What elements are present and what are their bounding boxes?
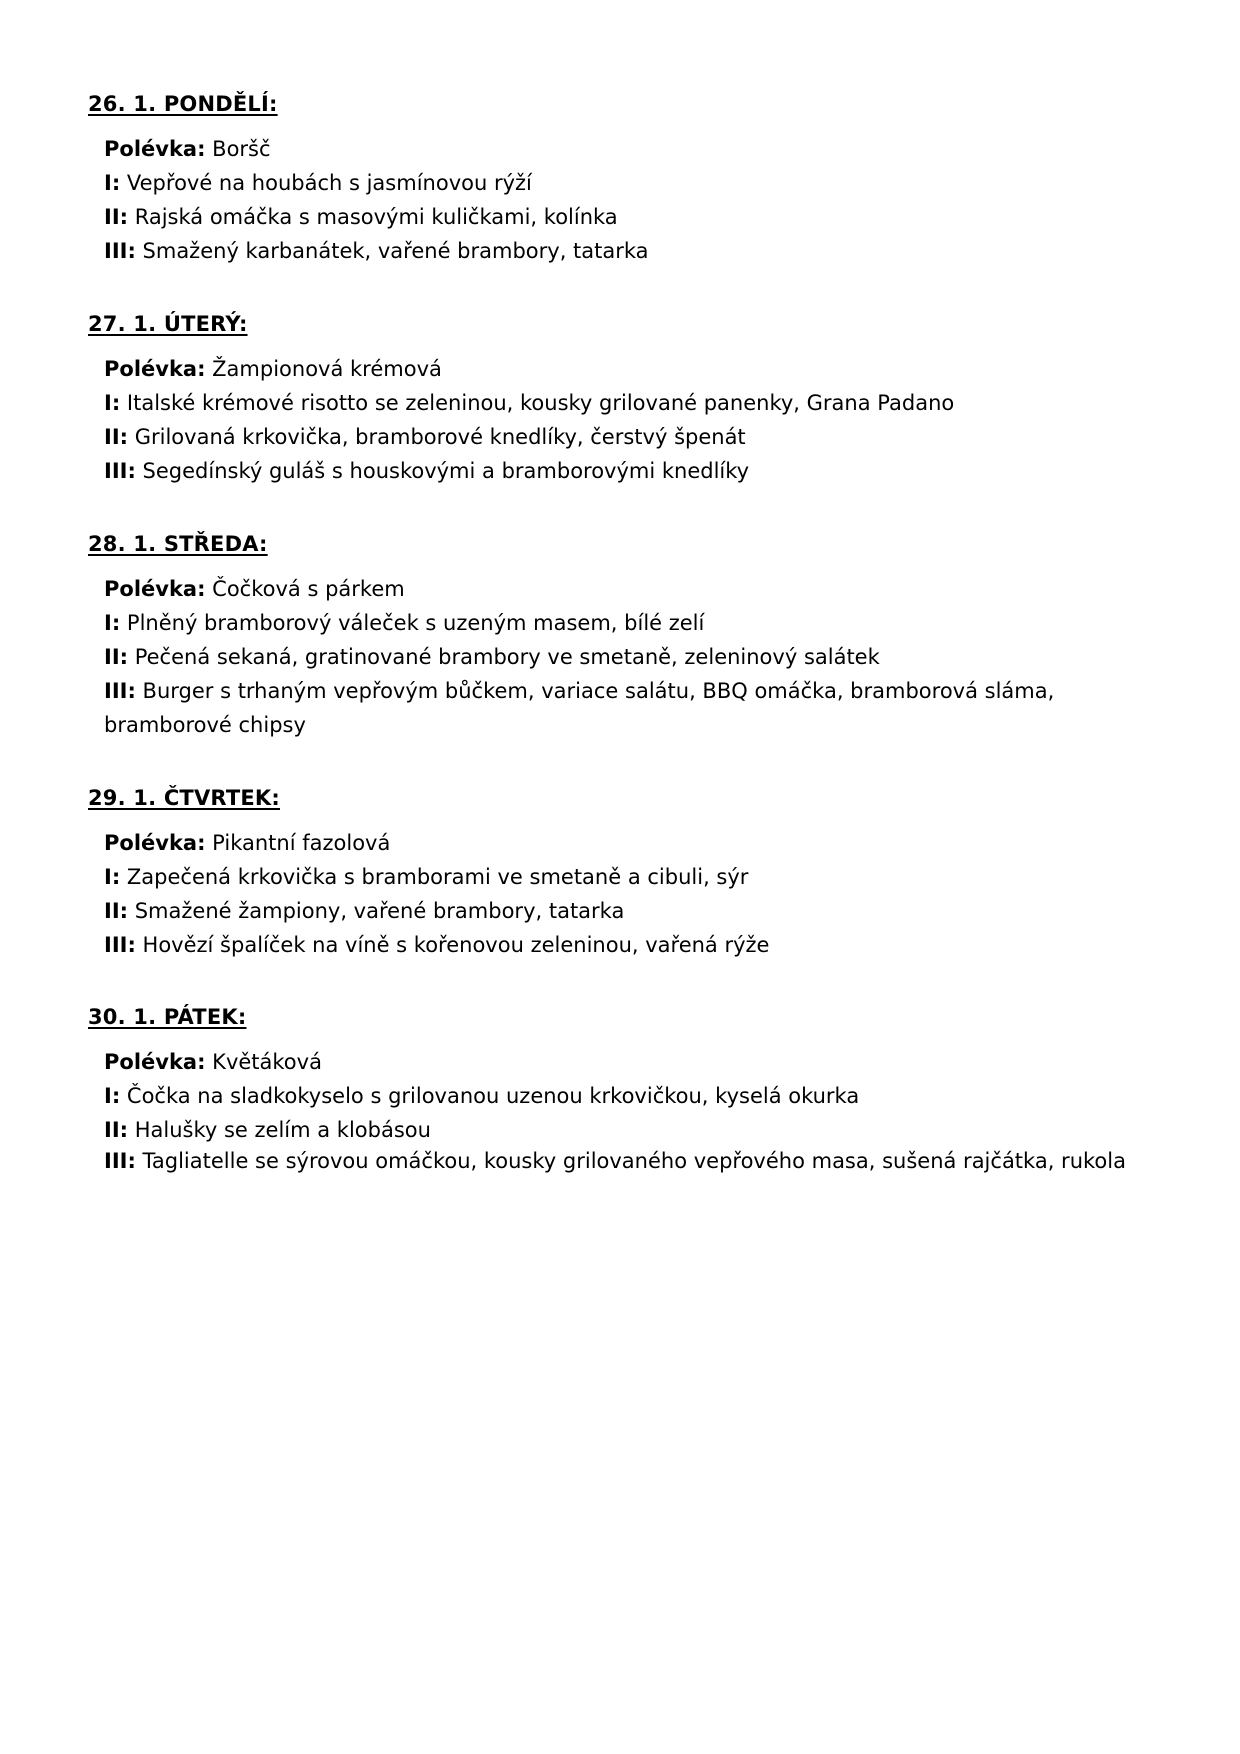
soup-line (104, 132, 1184, 166)
dish-line (104, 454, 1184, 488)
item-label: II: (104, 899, 129, 923)
item-text: Vepřové na houbách s jasmínovou rýží (126, 171, 532, 195)
dish-line (104, 166, 1184, 200)
item-label: II: (104, 645, 129, 669)
item-text: Boršč (212, 137, 271, 161)
dish-line (104, 1079, 1184, 1113)
item-label: I: (104, 391, 121, 415)
item-text: Zapečená krkovička s bramborami ve smetaně a cibuli, sýr (126, 865, 749, 889)
dish-line (104, 928, 1184, 962)
dish-line (104, 1113, 1184, 1147)
soup-line (104, 572, 1184, 606)
item-text: Tagliatelle se sýrovou omáčkou, kousky grilovaného vepřového masa, sušená rajčátka, rukola (142, 1149, 1126, 1173)
item-text: Pikantní fazolová (212, 831, 391, 855)
dish-line (104, 860, 1184, 894)
dish-line (104, 894, 1184, 928)
item-text: Smažené žampiony, vařené brambory, tatarka (134, 899, 625, 923)
item-text: Burger s trhaným vepřovým bůčkem, variace salátu, BBQ omáčka, bramborová sláma, bramborové chipsy (104, 679, 1055, 737)
item-label: III: (104, 1149, 136, 1173)
soup-line (104, 352, 1184, 386)
item-text: Hovězí špalíček na víně s kořenovou zeleninou, vařená rýže (142, 933, 770, 957)
item-label: III: (104, 679, 136, 703)
item-text: Čočková s párkem (212, 577, 405, 601)
day-heading: 26. 1. PONDĚLÍ: (88, 92, 278, 116)
dish-line (104, 386, 1184, 420)
item-text: Halušky se zelím a klobásou (134, 1118, 431, 1142)
item-label: I: (104, 1084, 121, 1108)
item-text: Žampionová krémová (212, 357, 442, 381)
item-label: II: (104, 205, 129, 229)
item-label: Polévka: (104, 137, 206, 161)
day-heading: 30. 1. PÁTEK: (88, 1005, 247, 1029)
item-label: II: (104, 425, 129, 449)
item-text: Květáková (212, 1050, 322, 1074)
day-heading: 28. 1. STŘEDA: (88, 532, 268, 556)
item-label: I: (104, 865, 121, 889)
item-label: II: (104, 1118, 129, 1142)
item-text: Italské krémové risotto se zeleninou, kousky grilované panenky, Grana Padano (126, 391, 955, 415)
item-label: I: (104, 611, 121, 635)
item-label: Polévka: (104, 1050, 206, 1074)
dish-line (104, 1147, 1184, 1175)
dish-line (104, 200, 1184, 234)
item-text: Segedínský guláš s houskovými a bramborovými knedlíky (142, 459, 750, 483)
item-label: I: (104, 171, 121, 195)
dish-line (104, 674, 1184, 742)
item-text: Smažený karbanátek, vařené brambory, tatarka (142, 239, 649, 263)
soup-line (104, 1045, 1184, 1079)
day-heading: 27. 1. ÚTERÝ: (88, 312, 248, 336)
item-text: Pečená sekaná, gratinované brambory ve smetaně, zeleninový salátek (134, 645, 880, 669)
item-label: Polévka: (104, 831, 206, 855)
dish-line (104, 606, 1184, 640)
item-text: Plněný bramborový váleček s uzeným masem, bílé zelí (126, 611, 705, 635)
day-heading: 29. 1. ČTVRTEK: (88, 786, 280, 810)
item-text: Čočka na sladkokyselo s grilovanou uzenou krkovičkou, kyselá okurka (126, 1084, 860, 1108)
item-label: Polévka: (104, 577, 206, 601)
dish-line (104, 420, 1184, 454)
item-label: III: (104, 933, 136, 957)
item-label: Polévka: (104, 357, 206, 381)
soup-line (104, 826, 1184, 860)
item-label: III: (104, 459, 136, 483)
item-text: Grilovaná krkovička, bramborové knedlíky, čerstvý špenát (134, 425, 746, 449)
item-text: Rajská omáčka s masovými kuličkami, kolínka (134, 205, 618, 229)
dish-line (104, 234, 1184, 268)
item-label: III: (104, 239, 136, 263)
dish-line (104, 640, 1184, 674)
